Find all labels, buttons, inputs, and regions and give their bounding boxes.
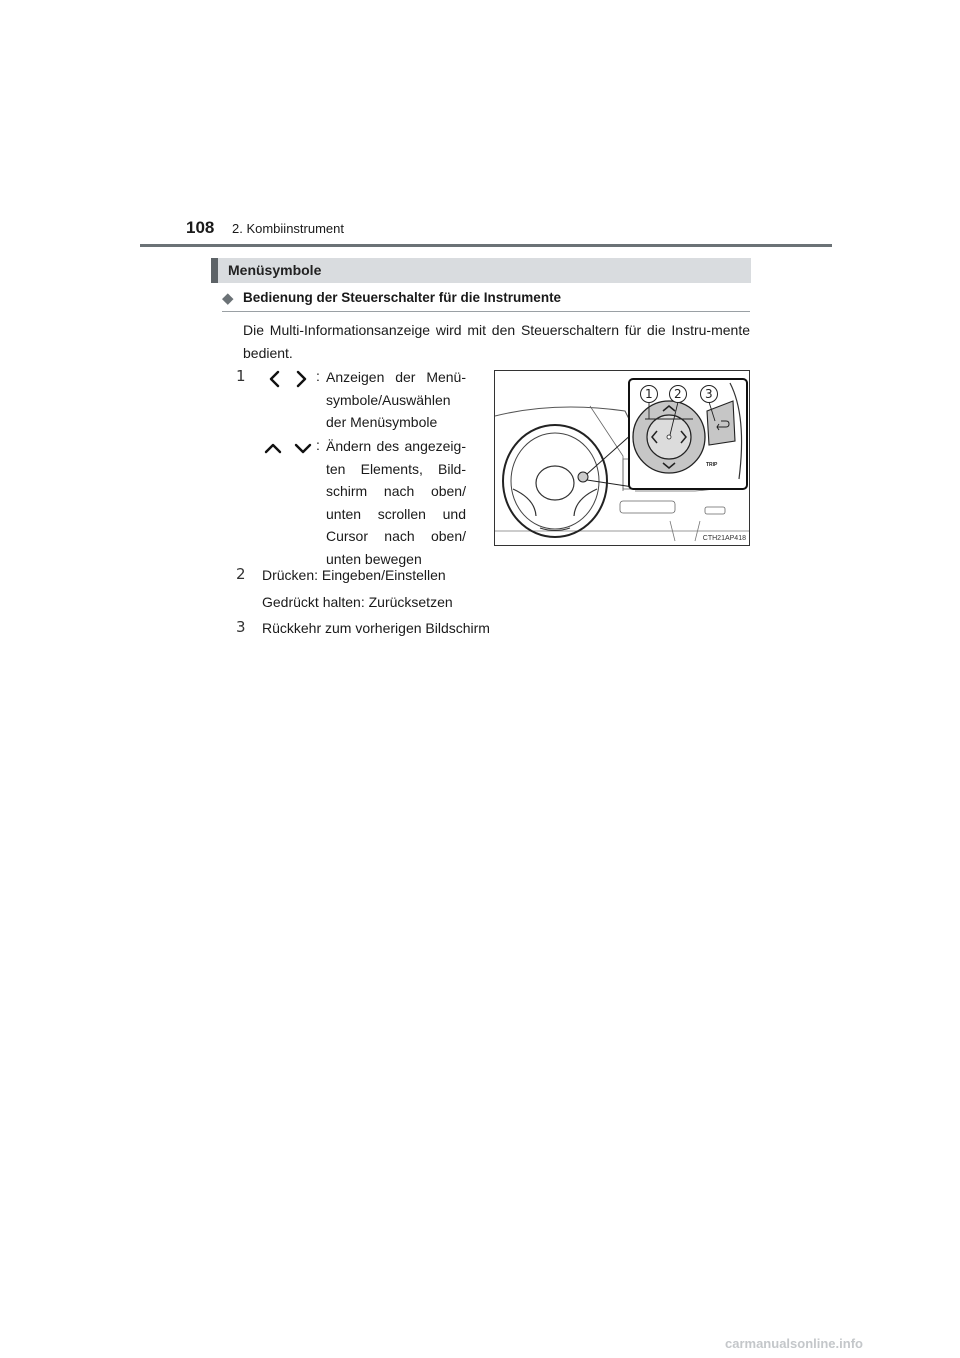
up-arrow-icon [266,445,280,452]
subsection-heading [222,289,750,312]
watermark: carmanualsonline.info [725,1336,863,1351]
chapter-title: 2. Kombiinstrument [232,221,344,236]
callout-1: 1 [645,387,653,401]
intro-paragraph: Die Multi-Informationsanzeige wird mit den Steuerschaltern für die Instru-mente bedient. [243,322,750,361]
down-arrow-icon [296,445,310,452]
item-number-1: 1 [236,367,246,385]
up-down-description: Ändern des angezeig-ten Elements, Bild-schirm nach oben/ unten scrollen und Cursor nach oben/ unten bewegen [326,438,466,567]
item-3-line-1: Rückkehr zum vorherigen Bildschirm [262,620,490,636]
item-number-2: 2 [236,565,246,583]
subsection-title: Bedienung der Steuerschalter für die Instrumente [243,290,562,305]
item-2-line-2: Gedrückt halten: Zurücksetzen [262,594,453,610]
right-arrow-icon [298,372,305,386]
header-rule [140,244,832,247]
section-title: Menüsymbole [228,262,322,278]
entry-colon: : [316,368,320,384]
left-arrow-icon [271,372,278,386]
left-right-description: Anzeigen der Menü-symbole/Auswählen der Menüsymbole [326,369,466,430]
illustration-code: CTH21AP418 [702,535,746,542]
entry-colon: : [316,437,320,453]
item-number-3: 3 [236,618,246,636]
item-2-line-1: Drücken: Eingeben/Einstellen [262,567,446,583]
section-heading-bar [211,258,751,283]
page-number: 108 [186,218,215,237]
callout-3: 3 [705,387,713,401]
left-right-buttons [266,369,310,389]
trip-label: TRIP [706,462,718,468]
steering-switch-illustration [494,370,750,546]
up-down-buttons [262,440,316,456]
callout-2: 2 [674,387,682,401]
diamond-bullet-icon: ◆ [222,290,234,307]
